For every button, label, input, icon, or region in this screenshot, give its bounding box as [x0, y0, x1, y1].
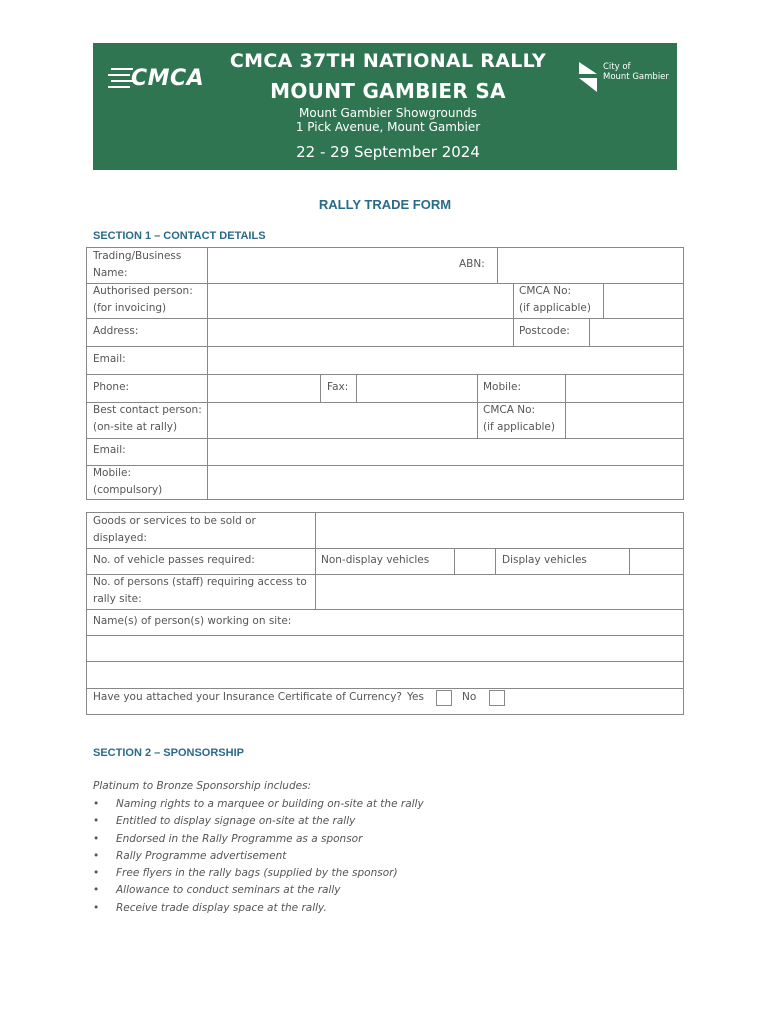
phone-field[interactable]: [207, 374, 320, 402]
non-display-label: Non-display vehicles: [321, 554, 430, 566]
venue-name: Mount Gambier Showgrounds: [299, 106, 477, 120]
list-item: • Receive trade display space at the rally.: [93, 901, 327, 914]
postcode-field[interactable]: [589, 318, 683, 346]
insurance-yes-label: Yes: [407, 691, 424, 703]
onsite-email-label: Email:: [93, 444, 126, 456]
venue-address: 1 Pick Avenue, Mount Gambier: [295, 120, 481, 134]
cmca-no-onsite-field[interactable]: [565, 402, 683, 438]
banner-title-line1: CMCA 37TH NATIONAL RALLY: [229, 50, 547, 72]
insurance-question: Have you attached your Insurance Certificate of Currency?: [93, 691, 402, 703]
address-label: Address:: [93, 325, 139, 337]
event-dates: 22 - 29 September 2024: [296, 143, 480, 161]
cmca-logo: [105, 63, 213, 97]
insurance-no-label: No: [462, 691, 477, 703]
authorised-person-label: Authorised person:: [93, 285, 193, 297]
address-field[interactable]: [207, 318, 513, 346]
abn-field[interactable]: [497, 248, 683, 283]
trading-name-label: Trading/Business: [93, 250, 182, 262]
best-contact-field[interactable]: [207, 402, 477, 438]
list-item: • Free flyers in the rally bags (supplied by the sponsor): [93, 867, 398, 880]
onsite-mobile-field[interactable]: [207, 465, 683, 499]
trade-details-table: Goods or services to be sold or displayed: No. of vehicle passes required: Non-display vehicles Display vehicles No. of persons (staff) requiring access to rally site: Name(s) of person(s) working on site: Have you attached your Insurance Certificate of Currency? Yes No: [86, 512, 684, 715]
vehicle-passes-label: No. of vehicle passes required:: [93, 554, 255, 566]
phone-label: Phone:: [93, 381, 130, 393]
goods-label: Goods or services to be sold or: [93, 515, 256, 527]
onsite-email-field[interactable]: [207, 438, 683, 465]
email-label: Email:: [93, 353, 126, 365]
abn-label: ABN:: [459, 258, 485, 270]
banner-title-line2: MOUNT GAMBIER SA: [270, 79, 506, 103]
list-item: • Endorsed in the Rally Programme as a sponsor: [93, 832, 363, 845]
section1-heading: SECTION 1 – CONTACT DETAILS: [93, 230, 266, 242]
fax-label: Fax:: [327, 381, 349, 393]
contact-details-table: Trading/Business Name: ABN: Authorised person: (for invoicing) CMCA No: (if applicable) Address: Postcode: Email: Phone: Fax: Mobile: Best contact person: (on-site at rally) CMCA No: (if applicable) Email: Mobile: (compulsory): [86, 247, 684, 500]
council-name-line2: Mount Gambier: [603, 72, 669, 82]
sponsorship-intro: Platinum to Bronze Sponsorship includes:: [93, 780, 312, 792]
council-logo: [577, 60, 673, 96]
insurance-no-checkbox[interactable]: [489, 690, 505, 706]
onsite-mobile-label: Mobile:: [93, 467, 131, 479]
goods-field[interactable]: [315, 513, 683, 548]
insurance-yes-checkbox[interactable]: [436, 690, 452, 706]
cmca-no-label: CMCA No:: [519, 285, 572, 297]
fax-field[interactable]: [356, 374, 477, 402]
logo-text: CMCA: [131, 66, 205, 91]
cmca-no-onsite-label: CMCA No:: [483, 404, 536, 416]
mobile-label: Mobile:: [483, 381, 521, 393]
best-contact-label: Best contact person:: [93, 404, 202, 416]
mobile-field[interactable]: [565, 374, 683, 402]
postcode-label: Postcode:: [519, 325, 570, 337]
event-banner: [93, 43, 677, 170]
staff-count-field[interactable]: [315, 574, 683, 609]
council-name-line1: City of: [603, 62, 631, 72]
form-title: RALLY TRADE FORM: [318, 197, 452, 212]
list-item: • Naming rights to a marquee or building on-site at the rally: [93, 798, 424, 810]
authorised-person-field[interactable]: [207, 283, 513, 318]
non-display-field[interactable]: [454, 548, 495, 574]
email-field[interactable]: [207, 346, 683, 374]
list-item: • Entitled to display signage on-site at the rally: [93, 815, 356, 828]
list-item: • Allowance to conduct seminars at the rally: [93, 884, 341, 897]
cmca-no-field[interactable]: [603, 283, 683, 318]
staff-names-label: Name(s) of person(s) working on site:: [93, 615, 292, 627]
staff-names-field-2[interactable]: [87, 661, 683, 688]
staff-count-label: No. of persons (staff) requiring access to: [93, 576, 307, 588]
section2-heading: SECTION 2 – SPONSORSHIP: [93, 747, 244, 759]
sponsorship-benefits-list: [93, 796, 424, 917]
display-field[interactable]: [629, 548, 683, 574]
staff-names-field-1[interactable]: [87, 635, 683, 661]
display-label: Display vehicles: [502, 554, 587, 566]
council-emblem-icon: [577, 60, 599, 94]
trading-name-field[interactable]: [207, 248, 452, 283]
list-item: • Rally Programme advertisement: [93, 849, 287, 862]
